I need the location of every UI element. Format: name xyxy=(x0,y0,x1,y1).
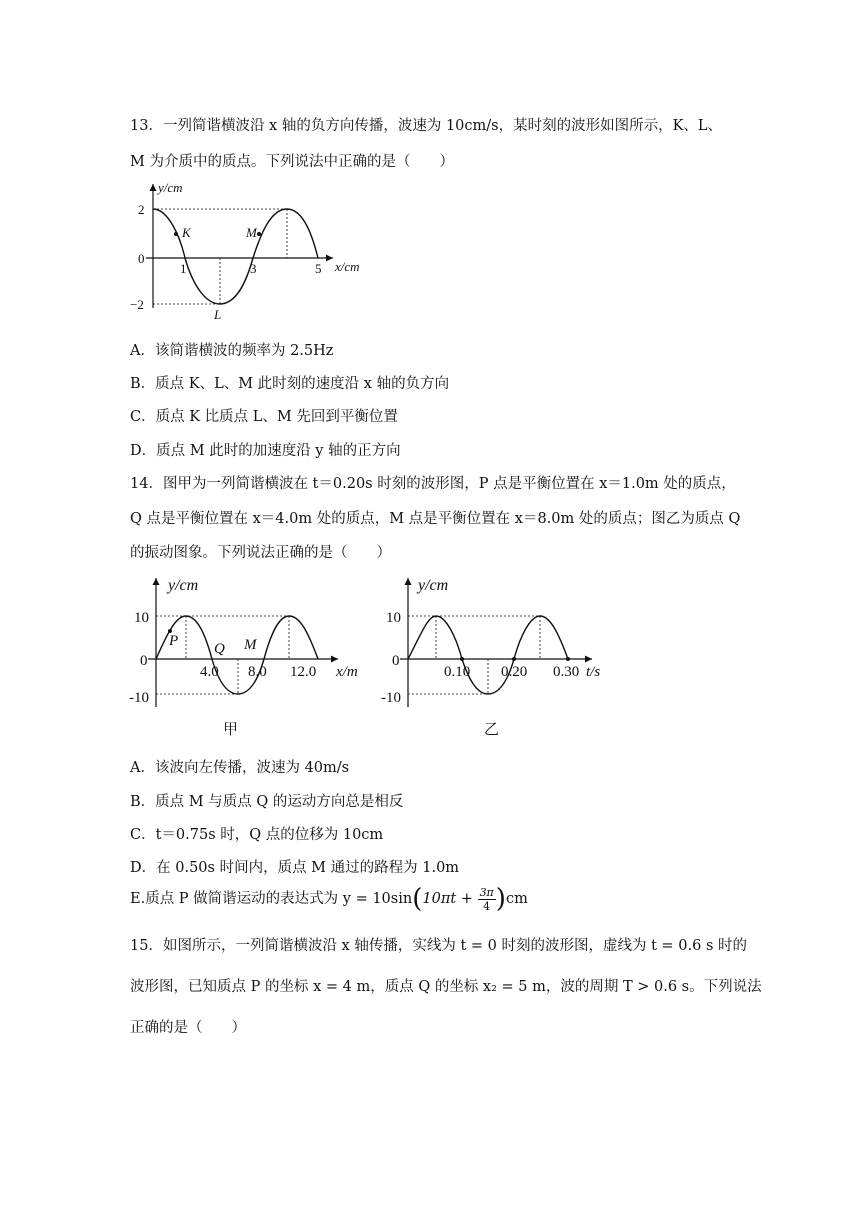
q14-jia-x-tick-12: 12.0 xyxy=(290,664,317,680)
q14-option-e-fraction xyxy=(478,886,496,913)
q14-jia-x-tick-8: 8.0 xyxy=(248,664,267,680)
q14-yi-x-tick-010: 0.10 xyxy=(444,664,471,680)
q14-yi-mark-010 xyxy=(460,657,464,661)
q14-option-d: D．在 0.50s 时间内，质点 M 通过的路程为 1.0m xyxy=(130,860,460,876)
q13-stem-line2: M 为介质中的质点。下列说法中正确的是（ ） xyxy=(130,154,454,170)
q14-jia-x-label: x/m xyxy=(336,664,358,680)
q14-option-a: A．该波向左传播，波速为 40m/s xyxy=(130,760,350,776)
q14-jia-y-tick-0: 0 xyxy=(140,653,148,669)
q14-jia-y-label: y/cm xyxy=(168,577,199,594)
q13-label-m: M xyxy=(246,225,257,240)
q14-yi-y-label: y/cm xyxy=(418,577,449,594)
q13-wave-curve xyxy=(153,209,318,304)
q13-wave-graph xyxy=(128,178,378,323)
q14-jia-y-tick-10: 10 xyxy=(134,610,149,626)
q14-option-e-unit: cm xyxy=(505,891,528,907)
q14-option-e: E.质点 P 做简谐运动的表达式为 y = 10sin(10πt + $\frac{3\pi}{4}$ )cm xyxy=(130,884,528,914)
q14-option-e-frac-num: 3π xyxy=(479,885,494,899)
q14-yi-mark-020 xyxy=(512,657,516,661)
q14-option-b: B．质点 M 与质点 Q 的运动方向总是相反 xyxy=(130,794,404,810)
q14-graph-yi xyxy=(380,572,620,712)
q14-caption-jia: 甲 xyxy=(223,720,239,738)
q15-stem-line2: 波形图，已知质点 P 的坐标 x = 4 m，质点 Q 的坐标 x₂ = 5 m，波的周期 T > 0.6 s。下列说法 xyxy=(130,979,762,995)
q14-stem-line3: 的振动图象。下列说法正确的是（ ） xyxy=(130,545,391,561)
q13-stem-line1: 13．一列简谐横波沿 x 轴的负方向传播，波速为 10cm/s，某时刻的波形如图所示，K、L、 xyxy=(130,118,723,134)
q14-yi-x-tick-020: 0.20 xyxy=(501,664,528,680)
q15-stem-line1: 15．如图所示，一列简谐横波沿 x 轴传播，实线为 t = 0 时刻的波形图，虚线为 t = 0.6 s 时的 xyxy=(130,938,748,954)
q14-yi-wave-curve xyxy=(408,616,568,694)
q13-point-k xyxy=(174,232,178,236)
q13-x-label: x/cm xyxy=(335,259,360,274)
q13-option-c: C．质点 K 比质点 L、M 先回到平衡位置 xyxy=(130,409,398,425)
q14-jia-label-p: P xyxy=(169,633,179,649)
q13-y-tick-2: 2 xyxy=(138,202,145,217)
q14-yi-x-tick-030: 0.30 xyxy=(553,664,580,680)
q14-yi-mark-030 xyxy=(566,657,570,661)
q14-option-e-frac-den: 4 xyxy=(483,899,491,913)
q14-stem-line1: 14．图甲为一列简谐横波在 t＝0.20s 时刻的波形图，P 点是平衡位置在 x＝1.0m 处的质点， xyxy=(130,476,736,492)
q14-option-c: C．t＝0.75s 时，Q 点的位移为 10cm xyxy=(130,827,384,843)
q13-point-m xyxy=(257,232,261,236)
q13-option-d: D．质点 M 此时的加速度沿 y 轴的正方向 xyxy=(130,443,401,459)
q14-jia-x-tick-4: 4.0 xyxy=(200,664,219,680)
q13-y-label: y/cm xyxy=(158,180,183,195)
q14-caption-yi: 乙 xyxy=(484,720,500,738)
q14-jia-label-m: M xyxy=(244,637,257,653)
q13-label-k: K xyxy=(182,225,191,240)
q13-x-tick-1: 1 xyxy=(180,261,187,276)
q14-option-e-prefix: E.质点 P 做简谐运动的表达式为 y = 10sin xyxy=(130,891,413,907)
q13-option-a: A．该简谐横波的频率为 2.5Hz xyxy=(130,343,334,359)
q13-y-tick-neg2: −2 xyxy=(130,297,144,312)
q14-yi-x-label: t/s xyxy=(586,664,601,680)
q14-yi-y-tick-10: 10 xyxy=(386,610,401,626)
q13-x-tick-3: 3 xyxy=(250,261,257,276)
q13-label-l: L xyxy=(214,307,222,322)
q14-yi-y-tick-neg10: -10 xyxy=(381,690,401,706)
q14-stem-line2: Q 点是平衡位置在 x＝4.0m 处的质点，M 点是平衡位置在 x＝8.0m 处的质点；图乙为质点 Q xyxy=(130,511,741,527)
q14-yi-y-tick-0: 0 xyxy=(392,653,400,669)
q13-x-tick-5: 5 xyxy=(315,261,322,276)
q14-option-e-inner: 10πt + xyxy=(422,891,473,907)
q13-option-b: B．质点 K、L、M 此时刻的速度沿 x 轴的负方向 xyxy=(130,376,450,392)
q14-jia-label-q: Q xyxy=(214,641,225,657)
q14-jia-y-tick-neg10: -10 xyxy=(129,690,149,706)
q14-jia-wave-curve xyxy=(156,616,318,694)
q13-y-tick-0: 0 xyxy=(138,251,145,266)
q15-stem-line3: 正确的是（ ） xyxy=(130,1020,246,1036)
q14-graph-jia xyxy=(128,572,368,712)
